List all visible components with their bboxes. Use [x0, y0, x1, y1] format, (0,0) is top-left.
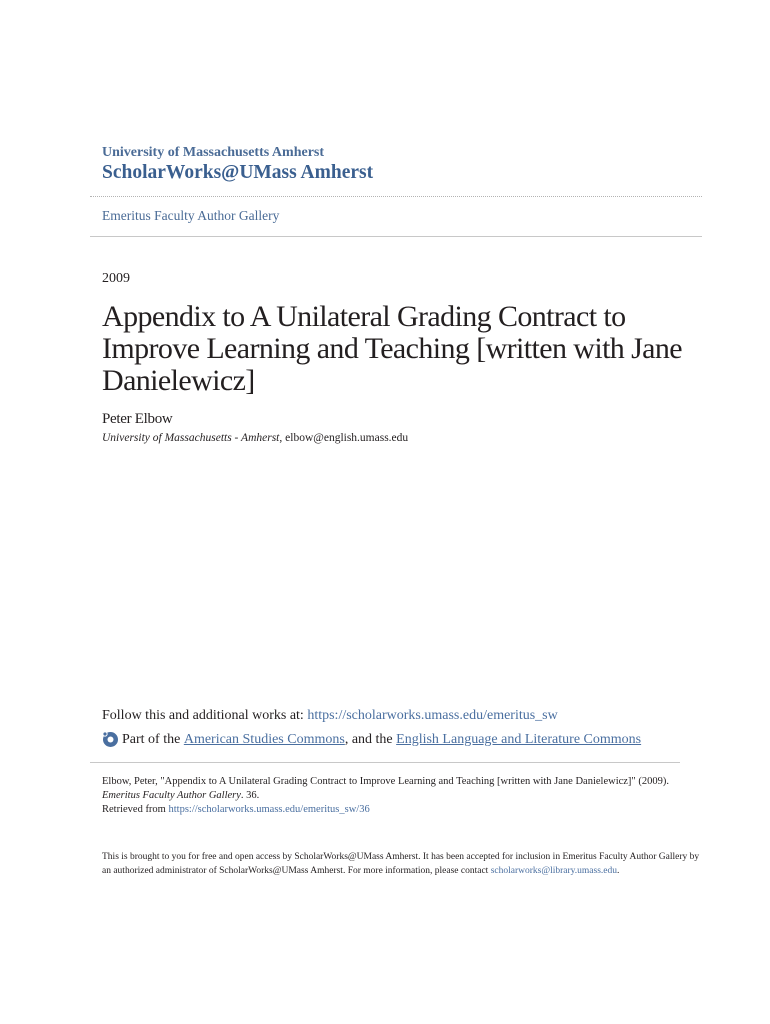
part-of-middle: , and the: [344, 731, 393, 747]
university-name[interactable]: University of Massachusetts Amherst: [102, 145, 325, 160]
network-icon: [102, 731, 119, 748]
follow-url-link[interactable]: https://scholarworks.umass.edu/emeritus_sw: [307, 708, 558, 723]
collection-link[interactable]: Emeritus Faculty Author Gallery: [102, 208, 280, 223]
access-notice-end: .: [617, 866, 620, 876]
publication-year: 2009: [102, 271, 130, 286]
english-literature-link[interactable]: English Language and Literature Commons: [396, 731, 642, 747]
retrieved-url-link[interactable]: https://scholarworks.umass.edu/emeritus_sw/36: [168, 804, 370, 815]
paper-title: Appendix to A Unilateral Grading Contract to Improve Learning and Teaching [written with Jane Danielewicz]: [102, 300, 683, 397]
access-notice-text: This is brought to you for free and open access by ScholarWorks@UMass Amherst. It has been accepted for inclusion in Emeritus Faculty Author Gallery by an authorized administrator of ScholarWorks@UMass Amherst. For more information, please contact: [102, 852, 700, 876]
repository-name[interactable]: ScholarWorks@UMass Amherst: [102, 162, 374, 183]
access-notice: [102, 850, 702, 878]
citation-number: . 36.: [240, 790, 260, 801]
contact-email-link[interactable]: scholarworks@library.umass.edu: [490, 866, 618, 876]
follow-label: Follow this and additional works at:: [102, 708, 308, 723]
author-affiliation: [102, 432, 408, 444]
citation-text: Elbow, Peter, "Appendix to A Unilateral Grading Contract to Improve Learning and Teaching [written with Jane Danielewicz]" (2009).: [102, 776, 669, 787]
affiliation-institution: University of Massachusetts - Amherst: [102, 432, 280, 444]
author-name: Peter Elbow: [102, 411, 173, 427]
american-studies-link[interactable]: American Studies Commons: [183, 731, 345, 747]
affiliation-email: , elbow@english.umass.edu: [279, 432, 409, 444]
citation-journal: Emeritus Faculty Author Gallery: [102, 790, 241, 801]
header-divider: [90, 196, 702, 197]
follow-line: [102, 708, 558, 724]
retrieved-label: Retrieved from: [102, 804, 169, 815]
part-of-prefix: Part of the: [122, 731, 181, 747]
collection-divider: [90, 236, 702, 237]
citation-divider: [90, 762, 680, 763]
part-of-line: [102, 731, 641, 748]
recommended-citation: [102, 775, 702, 817]
